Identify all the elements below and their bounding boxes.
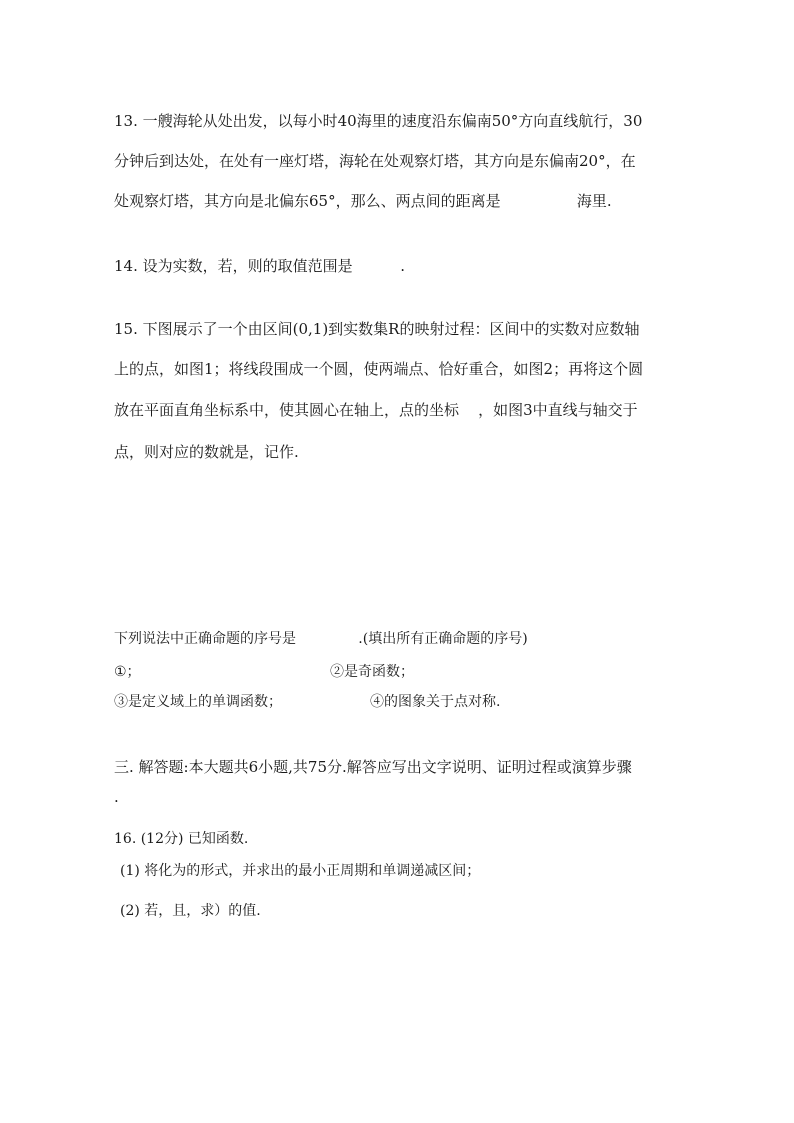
- q16-part-1: (1) 将化为的形式，并求出的最小正周期和单调递减区间；: [120, 863, 481, 879]
- q15-option-2: ②是奇函数；: [330, 664, 414, 680]
- q15-line-1: 15. 下图展示了一个由区间(0,1)到实数集R的映射过程：区间中的实数对应数轴: [114, 320, 640, 338]
- q13-line-1: 13. 一艘海轮从处出发，以每小时40海里的速度沿东偏南50°方向直线航行，30: [114, 112, 643, 130]
- q15-option-1: ①；: [114, 664, 141, 680]
- q15-option-4: ④的图象关于点对称.: [370, 694, 501, 710]
- q15-line-3: 放在平面直角坐标系中，使其圆心在轴上，点的坐标 ，如图3中直线与轴交于: [114, 401, 638, 419]
- q13-line-2: 分钟后到达处，在处有一座灯塔，海轮在处观察灯塔，其方向是东偏南20°，在: [114, 152, 636, 170]
- q14-line-1: 14. 设为实数，若，则的取值范围是 .: [114, 257, 406, 275]
- q15-line-4: 点，则对应的数就是，记作.: [114, 443, 299, 461]
- q15-line-2: 上的点，如图1；将线段围成一个圆，使两端点、恰好重合，如图2；再将这个圆: [114, 360, 644, 378]
- q16-head: 16. (12分) 已知函数.: [114, 831, 249, 847]
- q13-line-3: 处观察灯塔，其方向是北偏东65°，那么、两点间的距离是 海里.: [114, 192, 612, 210]
- section-3-line-1: 三. 解答题:本大题共6小题,共75分.解答应写出文字说明、证明过程或演算步骤: [114, 758, 632, 776]
- q15-option-3: ③是定义域上的单调函数；: [114, 694, 282, 710]
- q15-statement: 下列说法中正确命题的序号是 .(填出所有正确命题的序号): [114, 631, 528, 647]
- section-3-line-2: .: [114, 788, 119, 806]
- q16-part-2: (2) 若，且，求）的值.: [120, 903, 261, 919]
